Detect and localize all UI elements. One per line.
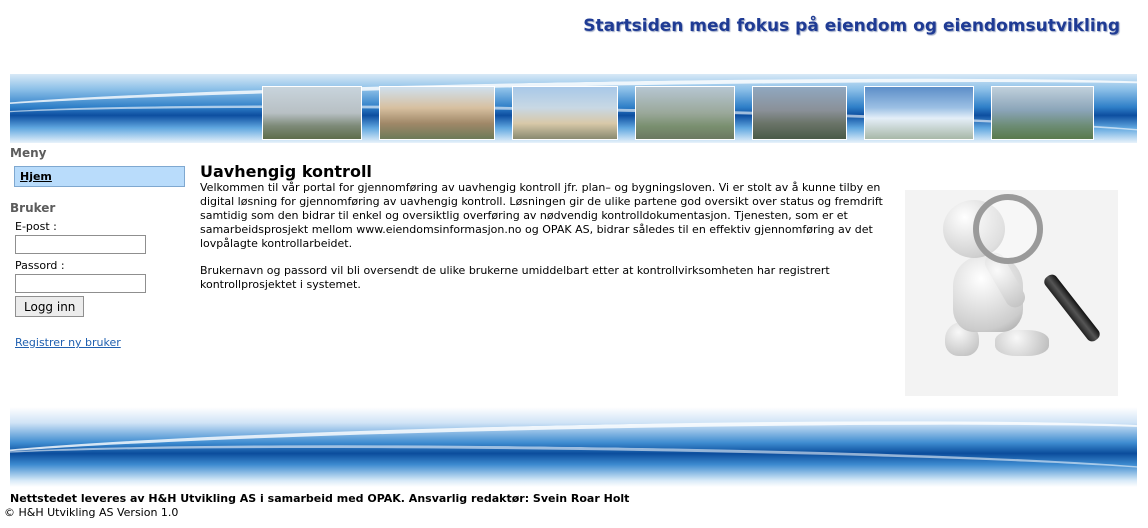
- intro-paragraph: Velkommen til vår portal for gjennomføring av uavhengig kontroll jfr. plan– og bygningsloven. Vi er stolt av å kunne tilby en digital løsning for gjennomføring av uavhengig kontroll. Løsningen gir de ulike partene god oversikt over status og fremdrift samtidig som den bidrar til enkel og oversiktlig overføring av nødvendig kontrolldokumentasjon. Tjenesten, som er et samarbeidsprosjekt mellom www.eiendomsinformasjon.no og OPAK AS, bidrar således til en effektiv gjennomføring av det lovpålagte kontrollarbeidet.: [200, 181, 883, 250]
- menu-heading: Meny: [10, 146, 47, 160]
- banner-photo-strip: [262, 86, 1102, 140]
- magnifier-handle: [1042, 272, 1102, 344]
- info-paragraph: Brukernavn og passord vil bli oversendt de ulike brukerne umiddelbart etter at kontrollvirksomheten har registrert kontrollprosjektet i systemet.: [200, 264, 830, 291]
- site-tagline: Startsiden med fokus på eiendom og eiendomsutvikling: [583, 16, 1120, 36]
- menu-item-hjem[interactable]: Hjem: [14, 166, 185, 187]
- page-title: Uavhengig kontroll: [200, 162, 372, 181]
- banner-photo: [864, 86, 974, 140]
- banner-photo: [512, 86, 618, 140]
- magnifier-figure-illustration: [905, 190, 1118, 396]
- footer-credits: Nettstedet leveres av H&H Utvikling AS i samarbeid med OPAK. Ansvarlig redaktør: Svein Roar Holt: [10, 492, 630, 505]
- figure-leg: [995, 330, 1049, 356]
- footer-banner: [10, 407, 1137, 487]
- banner-photo: [379, 86, 495, 140]
- password-field[interactable]: [15, 274, 146, 293]
- banner-photo: [991, 86, 1094, 140]
- banner-photo: [262, 86, 362, 140]
- register-link[interactable]: Registrer ny bruker: [15, 336, 121, 349]
- main-content: [200, 163, 890, 292]
- sidebar: [10, 146, 190, 349]
- email-field[interactable]: [15, 235, 146, 254]
- password-label: Passord :: [15, 259, 65, 272]
- banner-photo: [635, 86, 735, 140]
- email-label: E-post :: [15, 220, 57, 233]
- banner-photo: [752, 86, 847, 140]
- footer-version: © H&H Utvikling AS Version 1.0: [4, 506, 179, 519]
- magnifier-lens: [973, 194, 1043, 264]
- login-button[interactable]: Logg inn: [15, 296, 84, 317]
- user-heading: Bruker: [10, 201, 56, 215]
- header-banner: [10, 74, 1137, 143]
